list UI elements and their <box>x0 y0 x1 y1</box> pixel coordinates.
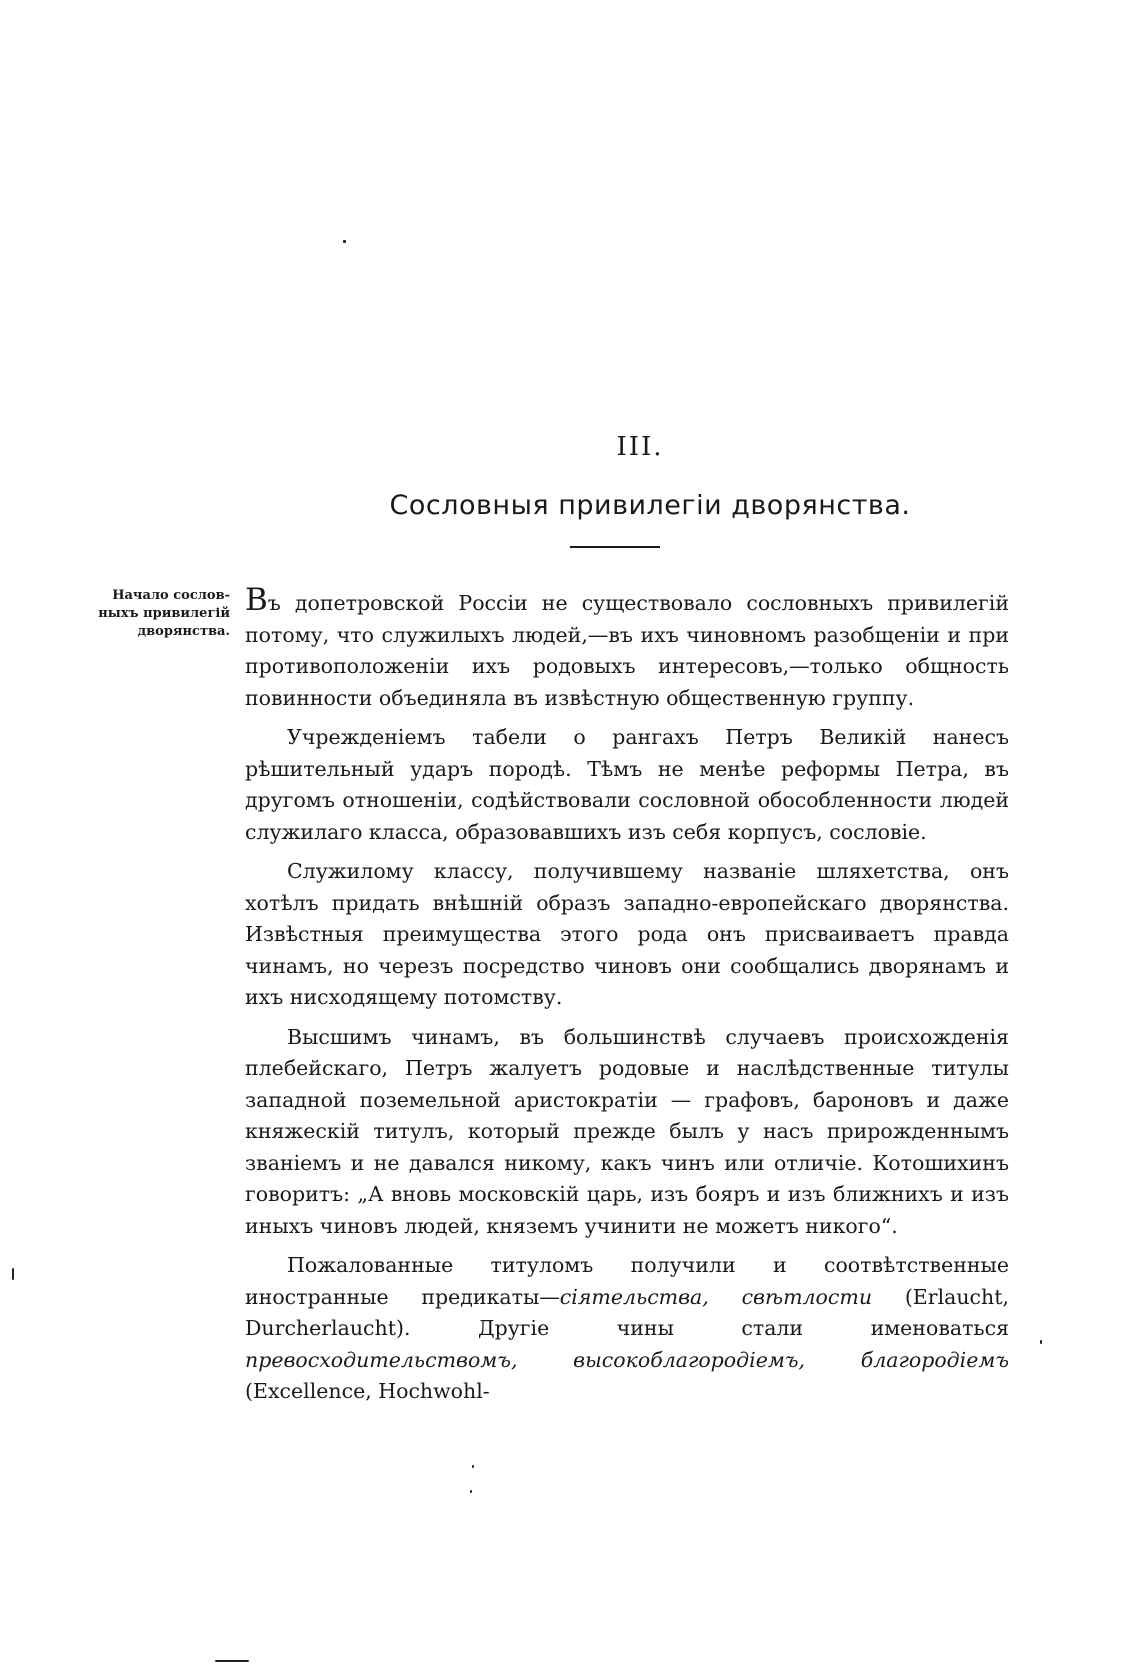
margin-note-line: ныхъ привилегій <box>98 606 230 621</box>
paragraph-1 <box>245 582 1009 714</box>
paragraph-text: Высшимъ чинамъ, въ большинствѣ случаевъ происхожденія плебейскаго, Петръ жалуетъ родовые и наслѣдственные титулы западной поземельной аристократіи — графовъ, бароновъ и даже княжескій титулъ, который прежде былъ у насъ прирожденнымъ званіемъ и не давался никому, какъ чинъ или отличіе. Котошихинъ говоритъ: „А вновь московскій царь, изъ бояръ и изъ ближнихъ и изъ иныхъ чиновъ людей, княземъ учинити не можетъ никого“. <box>245 1024 1009 1238</box>
title-divider <box>570 546 660 548</box>
paragraph-text: (Erlaucht, Durcherlaucht). Другіе чины стали именоваться <box>245 1284 1009 1340</box>
paragraph-text: (Excellence, Hochwohl- <box>245 1379 490 1403</box>
paragraph-5 <box>245 1250 1009 1408</box>
margin-note-line: Начало сослов- <box>112 588 230 603</box>
paragraph-3 <box>245 856 1009 1014</box>
body-text <box>245 582 1009 1416</box>
chapter-number: III. <box>616 432 664 462</box>
paragraph-text: Пожалованные титуломъ получили и соотвѣтственные иностранные предикаты— <box>245 1253 1009 1309</box>
paragraph-text: Учрежденіемъ табели о рангахъ Петръ Великій нанесъ рѣшительный ударъ породѣ. Тѣмъ не менѣе реформы Петра, въ другомъ отношеніи, содѣйствовали сословной обособленности людей служилаго класса, образовавшихъ изъ себя корпусъ, сословіе. <box>245 725 1009 844</box>
margin-note-line: дворянства. <box>137 624 230 639</box>
scan-speck <box>470 1490 472 1493</box>
paragraph-text: ъ допетровской Россіи не существовало сословныхъ привилегій потому, что служилыхъ людей,—въ ихъ чиновномъ разобщеніи и при противоположеніи ихъ родовыхъ интересовъ,—только общность повинности объединяла въ извѣстную общественную группу. <box>245 591 1009 710</box>
scan-speck <box>1040 1340 1042 1344</box>
scan-speck <box>12 1268 14 1280</box>
scan-speck <box>215 1660 249 1662</box>
scan-speck <box>472 1465 474 1468</box>
scan-speck <box>343 240 346 243</box>
paragraph-text: Служилому классу, получившему названіе шляхетства, онъ хотѣлъ придать внѣшній образъ западно-европейскаго дворянства. Извѣстныя преимущества этого рода онъ присваиваетъ правда чинамъ, но черезъ посредство чиновъ они сообщались дворянамъ и ихъ нисходящему потомству. <box>245 859 1009 1009</box>
chapter-title: Сословныя привилегіи дворянства. <box>389 490 911 521</box>
paragraph-2 <box>245 722 1009 848</box>
italic-term: превосходительствомъ, высокоблагородіемъ, благородіемъ <box>245 1347 1009 1372</box>
margin-note <box>82 587 230 641</box>
italic-term: сіятельства, свѣтлости <box>559 1284 873 1309</box>
paragraph-4 <box>245 1022 1009 1243</box>
drop-cap: В <box>245 582 268 618</box>
